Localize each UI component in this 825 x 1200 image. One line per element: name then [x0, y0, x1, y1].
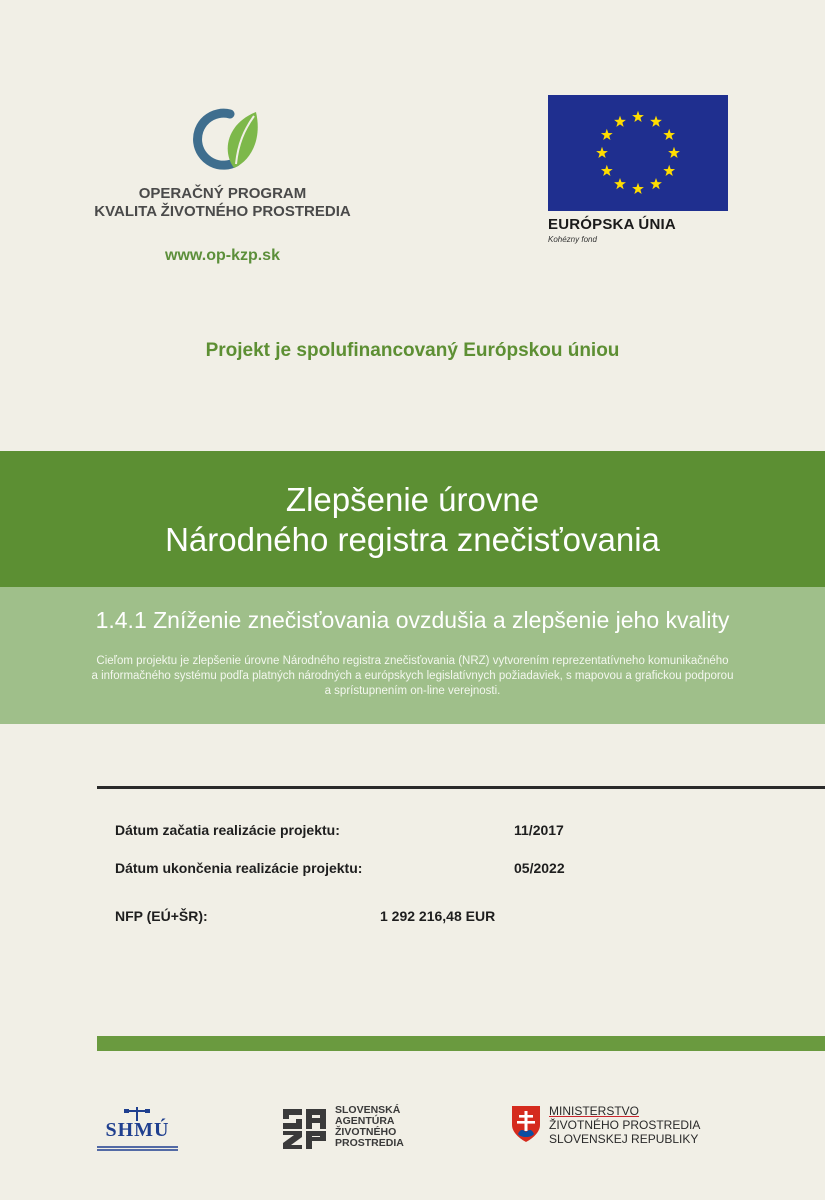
eu-star-icon — [601, 129, 613, 140]
eu-name: EURÓPSKA ÚNIA — [548, 216, 676, 233]
project-title-line1: Zlepšenie úrovne — [285, 481, 540, 518]
sazp-mark-icon — [280, 1105, 330, 1151]
slovak-crest-icon — [511, 1105, 541, 1143]
eu-star-icon — [614, 116, 626, 127]
eu-star-icon — [632, 111, 644, 122]
start-date-label: Dátum začatia realizácie projektu: — [115, 822, 340, 838]
description-line3: a sprístupnením on-line verejnosti. — [324, 685, 501, 697]
project-title-line2: Národného registra znečisťovania — [165, 521, 660, 558]
footer-green-bar — [97, 1036, 825, 1051]
eu-star-icon — [614, 178, 626, 189]
nfp-value: 1 292 216,48 EUR — [380, 908, 496, 924]
op-kzp-title-line2: KVALITA ŽIVOTNÉHO PROSTREDIA — [94, 203, 351, 220]
project-description — [30, 654, 795, 699]
divider — [97, 786, 825, 789]
sazp-line3: ŽIVOTNÉHO — [335, 1126, 397, 1138]
eu-star-icon — [663, 129, 675, 140]
description-line1: Cieľom projektu je zlepšenie úrovne Národného registra znečisťovania (NRZ) vytvorením reprezentatívneho komunikačného — [96, 655, 729, 667]
cofinanced-text: Projekt je spolufinancovaný Európskou úniou — [205, 340, 620, 361]
op-kzp-website: www.op-kzp.sk — [165, 247, 280, 264]
start-date-value: 11/2017 — [514, 822, 564, 838]
op-kzp-title — [60, 185, 385, 221]
end-date-label: Dátum ukončenia realizácie projektu: — [115, 860, 363, 876]
project-subtitle: 1.4.1 Zníženie znečisťovania ovzdušia a zlepšenie jeho kvality — [95, 607, 730, 633]
shmu-logo — [95, 1105, 180, 1153]
end-date-value: 05/2022 — [514, 860, 565, 876]
eu-star-icon — [601, 165, 613, 176]
ministry-line2: ŽIVOTNÉHO PROSTREDIA — [549, 1118, 701, 1132]
eu-fund: Kohézny fond — [548, 235, 597, 244]
op-kzp-logo-icon — [186, 100, 262, 178]
sazp-text — [335, 1105, 404, 1149]
ministry-text — [549, 1104, 700, 1146]
eu-star-icon — [663, 165, 675, 176]
eu-flag — [548, 95, 728, 211]
project-title — [0, 480, 825, 560]
nfp-label: NFP (EÚ+ŠR): — [115, 908, 208, 924]
eu-stars-icon — [548, 95, 728, 211]
description-line2: a informačného systému podľa platných národných a európskych legislatívnych požiadaviek, s mapovou a grafickou podporou — [91, 670, 734, 682]
sazp-line2: AGENTÚRA — [335, 1115, 395, 1127]
eu-star-icon — [632, 183, 644, 194]
eu-star-icon — [668, 147, 680, 158]
shmu-name: SHMÚ — [105, 1119, 170, 1141]
sazp-line4: PROSTREDIA — [335, 1137, 404, 1149]
ministry-line1: MINISTERSTVO — [549, 1104, 640, 1118]
op-kzp-title-line1: OPERAČNÝ PROGRAM — [138, 185, 307, 202]
sazp-line1: SLOVENSKÁ — [335, 1104, 401, 1116]
eu-star-icon — [650, 116, 662, 127]
eu-star-icon — [650, 178, 662, 189]
ministry-line3: SLOVENSKEJ REPUBLIKY — [549, 1132, 699, 1146]
eu-star-icon — [596, 147, 608, 158]
